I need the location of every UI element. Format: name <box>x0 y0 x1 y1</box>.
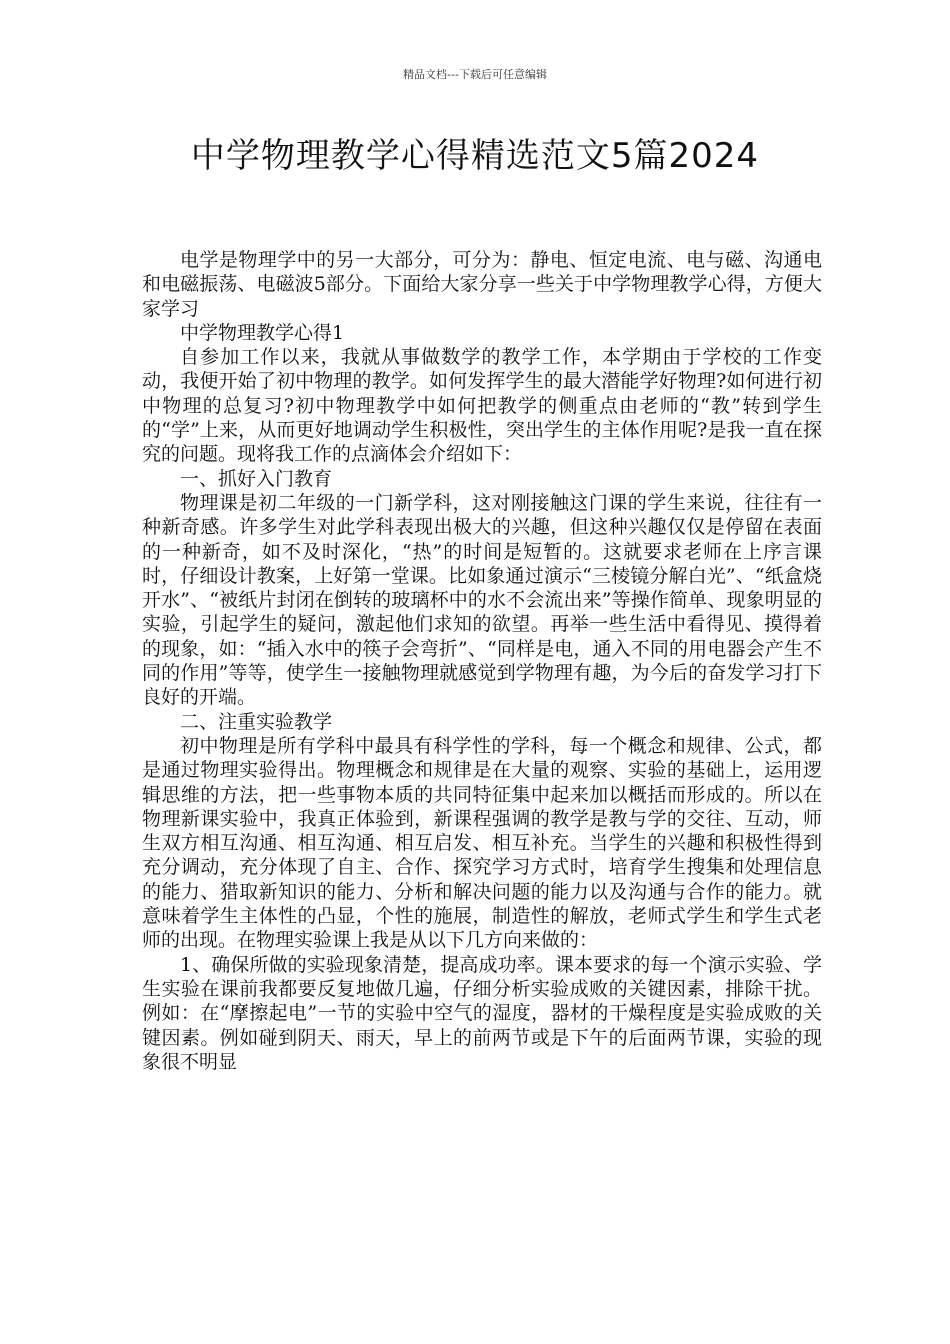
body-paragraph: 初中物理是所有学科中最具有科学性的学科，每一个概念和规律、公式，都是通过物理实验得出。物理概念和规律是在大量的观察、实验的基础上，运用逻辑思维的方法，把一些事物本质的共同特征集中起来加以概括而形成的。所以在物理新课实验中，我真正体验到，新课程强调的教学是教与学的交往、互动，师生双方相互沟通、相互沟通、相互启发、相互补充。当学生的兴趣和积极性得到充分调动，充分体现了自主、合作、探究学习方式时，培育学生搜集和处理信息的能力、猎取新知识的能力、分析和解决问题的能力以及沟通与合作的能力。就意味着学生主体性的凸显，个性的施展，制造性的解放，老师式学生和学生式老师的出现。在物理实验课上我是从以下几方向来做的： <box>142 734 822 952</box>
document-body <box>142 248 822 1074</box>
intro-paragraph: 电学是物理学中的另一大部分，可分为：静电、恒定电流、电与磁、沟通电和电磁振荡、电磁波5部分。下面给大家分享一些关于中学物理教学心得，方便大家学习 <box>142 249 822 320</box>
header-note: 精品文档---下载后可任意编辑 <box>403 68 547 81</box>
subsection-heading: 一、抓好入门教育 <box>180 467 333 490</box>
body-paragraph: 自参加工作以来，我就从事做数学的教学工作，本学期由于学校的工作变动，我便开始了初中物理的教学。如何发挥学生的最大潜能学好物理?如何进行初中物理的总复习?初中物理教学中如何把教学的侧重点由老师的“教”转到学生的“学”上来，从而更好地调动学生积极性，突出学生的主体作用呢?是我一直在探究的问题。现将我工作的点滴体会介绍如下： <box>142 346 822 466</box>
body-paragraph: 物理课是初二年级的一门新学科，这对刚接触这门课的学生来说，往往有一种新奇感。许多学生对此学科表现出极大的兴趣，但这种兴趣仅仅是停留在表面的一种新奇，如不及时深化，“热”的时间是短暂的。这就要求老师在上序言课时，仔细设计教案，上好第一堂课。比如象通过演示“三棱镜分解白光”、“纸盒烧开水”、“被纸片封闭在倒转的玻璃杯中的水不会流出来”等操作简单、现象明显的实验，引起学生的疑问，激起他们求知的欲望。再举一些生活中看得见、摸得着的现象，如：“插入水中的筷子会弯折”、“同样是电，通入不同的用电器会产生不同的作用”等等，使学生一接触物理就感觉到学物理有趣，为今后的奋发学习打下良好的开端。 <box>142 491 822 709</box>
section-heading: 中学物理教学心得1 <box>180 321 345 344</box>
body-paragraph: 1、确保所做的实验现象清楚，提高成功率。课本要求的每一个演示实验、学生实验在课前我都要反复地做几遍，仔细分析实验成败的关键因素，排除干扰。例如：在“摩擦起电”一节的实验中空气的湿度，器材的干燥程度是实验成败的关键因素。例如碰到阴天、雨天，早上的前两节或是下午的后面两节课，实验的现象很不明显 <box>142 953 822 1073</box>
document-title: 中学物理教学心得精选范文5篇2024 <box>190 136 760 176</box>
subsection-heading: 二、注重实验教学 <box>180 710 333 733</box>
